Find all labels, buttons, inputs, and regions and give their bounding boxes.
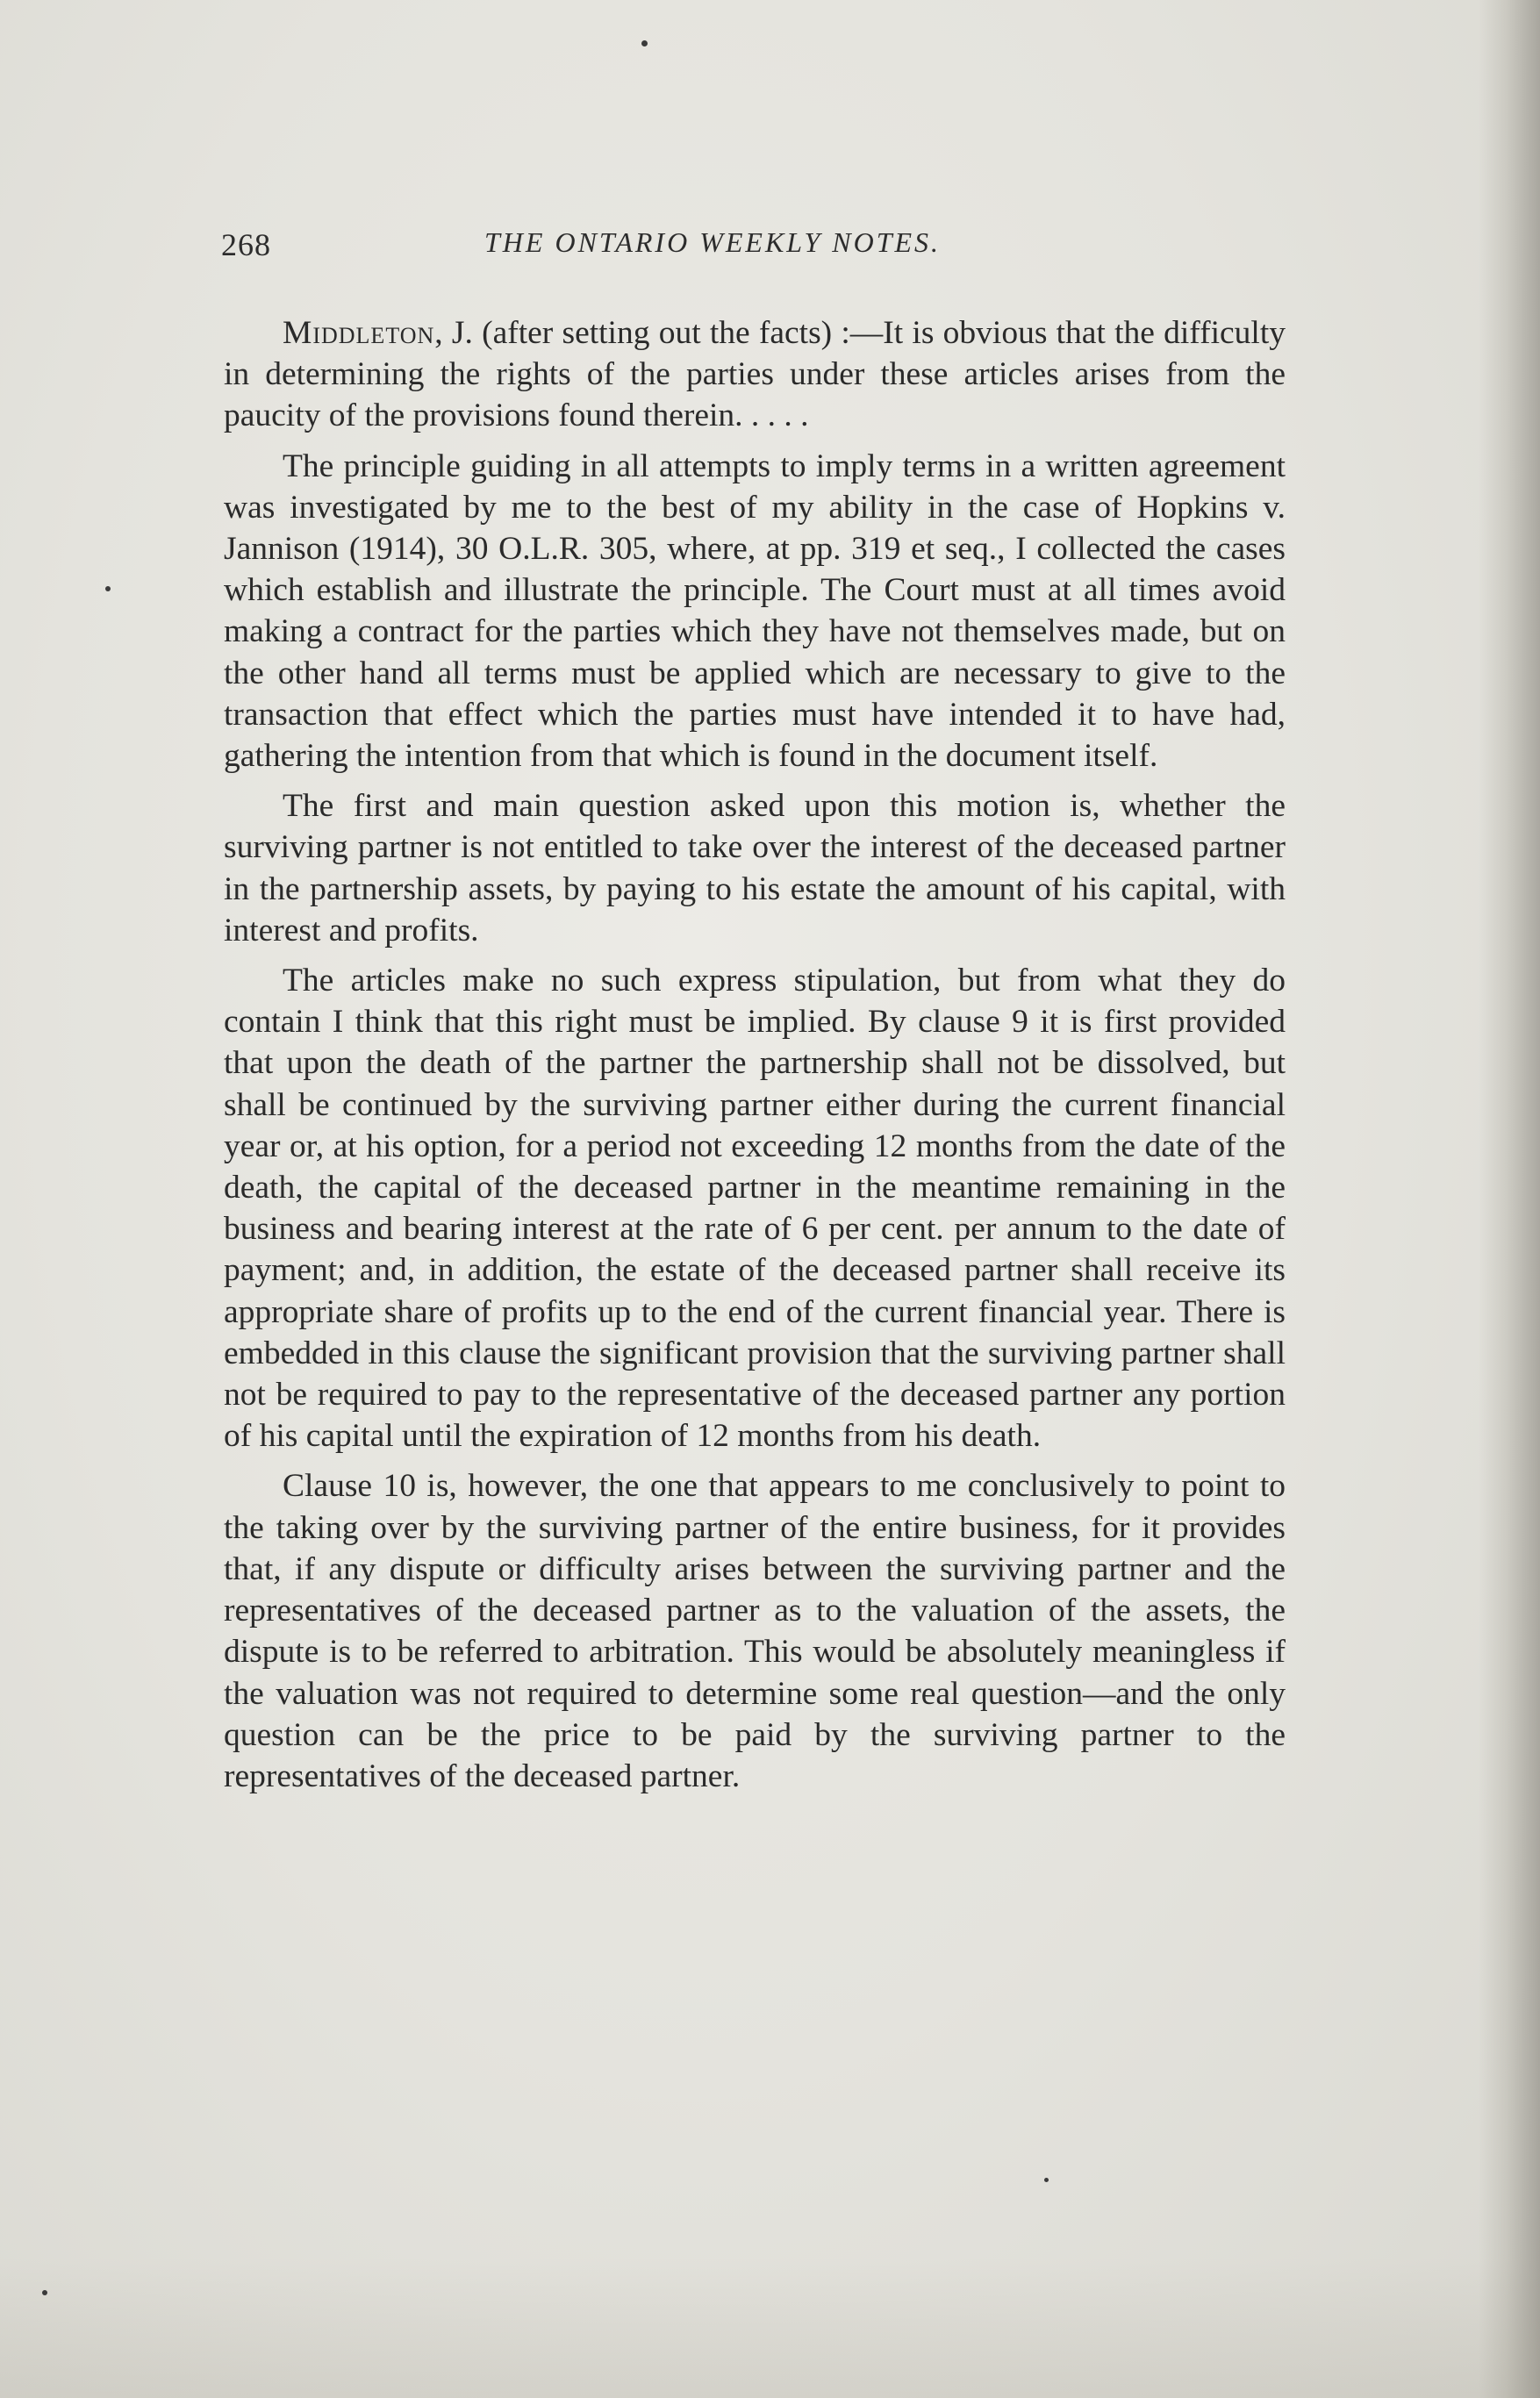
ink-speck — [42, 2290, 47, 2295]
paragraph — [224, 312, 1286, 437]
body-text — [224, 312, 1286, 1806]
page-number: 268 — [221, 227, 271, 262]
binding-gutter — [1479, 0, 1540, 2398]
paragraph: The principle guiding in all attempts to imply terms in a written agreement was investigated by me to the best of my ability in the case of Hopkins v. Jannison (1914), 30 O.L.R. 305, where, at pp. 319 et seq., I collected the cases which establish and illustrate the principle. The Court must at all times avoid making a contract for the parties which they have not themselves made, but on the other hand all terms must be applied which are necessary to give to the transaction that effect which the parties must have intended it to have had, gathering the intention from that which is found in the document itself. — [224, 447, 1286, 775]
page-header — [221, 226, 1288, 270]
paragraph-text: , J. (after setting out the facts) :—It is obvious that the difficulty in determining the rights of the parties under these articles arises from the paucity of the provisions found therein. . . . . — [224, 315, 1286, 434]
page-shadow — [0, 2258, 1540, 2398]
ink-speck — [641, 40, 648, 47]
judge-name: Middleton — [283, 315, 435, 351]
running-head: THE ONTARIO WEEKLY NOTES. — [484, 226, 942, 258]
ink-speck — [1044, 2178, 1049, 2182]
paragraph: The articles make no such express stipulation, but from what they do contain I think that this right must be implied. By clause 9 it is first provided that upon the death of the partner the partnership shall not be dissolved, but shall be continued by the surviving partner either during the current financial year or, at his option, for a period not exceeding 12 months from the date of the death, the capital of the deceased partner in the meantime remaining in the business and bearing interest at the rate of 6 per cent. per annum to the date of payment; and, in addition, the estate of the deceased partner shall receive its appropriate share of profits up to the end of the current financial year. There is embedded in this clause the significant provision that the surviving partner shall not be required to pay to the representative of the deceased partner any portion of his capital until the expiration of 12 months from his death. — [224, 963, 1286, 1455]
paragraph: The first and main question asked upon this motion is, whether the surviving partner is not entitled to take over the interest of the deceased partner in the partnership assets, by paying to his estate the amount of his capital, with interest and profits. — [224, 788, 1286, 948]
paragraph: Clause 10 is, however, the one that appears to me conclusively to point to the taking over by the surviving partner of the entire business, for it provides that, if any dispute or difficulty arises between the surviving partner and the representatives of the deceased partner as to the valuation of the assets, the dispute is to be referred to arbitration. This would be absolutely meaningless if the valuation was not required to determine some real question—and the only question can be the price to be paid by the surviving partner to the representatives of the deceased partner. — [224, 1468, 1286, 1794]
ink-speck — [105, 586, 111, 591]
